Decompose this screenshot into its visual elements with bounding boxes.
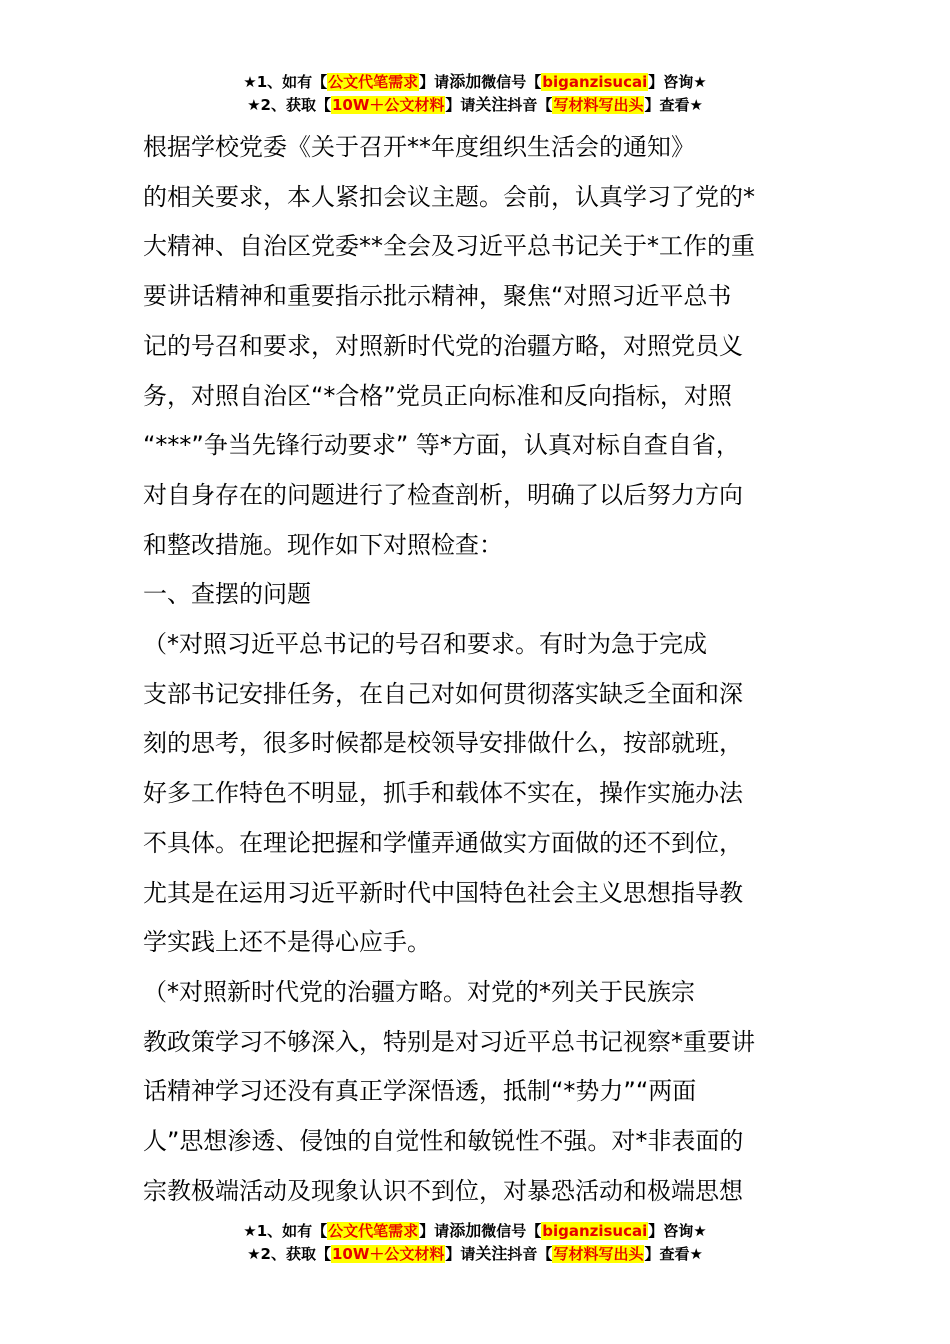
- banner-line-1: [0, 70, 950, 93]
- body-line: 支部书记安排任务，在自己对如何贯彻落实缺乏全面和深: [143, 679, 743, 708]
- highlight-wechat-id: biganzisucai: [542, 73, 648, 91]
- banner-text: 】请: [445, 1245, 476, 1263]
- highlight-service: 公文代笔需求: [328, 1222, 419, 1240]
- document-body: [143, 123, 807, 1216]
- body-line: 刻的思考，很多时候都是校领导安排做什么，按部就班，: [143, 729, 743, 758]
- section-heading: 一、查摆的问题: [143, 580, 311, 609]
- body-line: “***”争当先锋行动要求” 等*方面，认真对标自查自省，: [143, 431, 740, 460]
- banner-text: 】请: [445, 96, 476, 114]
- body-line: 对自身存在的问题进行了检查剖析，明确了以后努力方向: [143, 480, 743, 509]
- banner-text: 】咨询★: [648, 73, 707, 91]
- body-line: 人”思想渗透、侵蚀的自觉性和敏锐性不强。对*非表面的: [143, 1127, 744, 1156]
- banner-text: 微信号【: [481, 1222, 542, 1240]
- body-line: 的相关要求，本人紧扣会议主题。会前，认真学习了党的*: [143, 182, 755, 211]
- highlight-douyin-id: 写材料写出头: [553, 96, 644, 114]
- banner-emphasis: 关注: [475, 95, 508, 114]
- body-line: 和整改措施。现作如下对照检查：: [143, 530, 503, 559]
- body-line: 学实践上还不是得心应手。: [143, 928, 431, 957]
- banner-text: 微信号【: [481, 73, 542, 91]
- banner-text: 】咨询★: [648, 1222, 707, 1240]
- body-line: 记的号召和要求，对照新时代党的治疆方略，对照党员义: [143, 331, 743, 360]
- banner-emphasis: 关注: [475, 1244, 508, 1263]
- body-line: 大精神、自治区党委**全会及习近平总书记关于*工作的重: [143, 232, 755, 261]
- banner-emphasis: 添加: [449, 1221, 482, 1240]
- banner-line-1: [0, 1219, 950, 1242]
- highlight-douyin-id: 写材料写出头: [553, 1245, 644, 1263]
- banner-text: ★1、如有【: [243, 1222, 328, 1240]
- banner-text: 】请: [419, 1222, 450, 1240]
- body-line: 尤其是在运用习近平新时代中国特色社会主义思想指导教: [143, 878, 743, 907]
- banner-text: 抖音【: [507, 1245, 553, 1263]
- body-line: 宗教极端活动及现象认识不到位，对暴恐活动和极端思想: [143, 1176, 743, 1205]
- body-line: 好多工作特色不明显，抓手和载体不实在，操作实施办法: [143, 779, 743, 808]
- body-line: 务，对照自治区“*合格”党员正向标准和反向指标，对照: [143, 381, 732, 410]
- body-line: 不具体。在理论把握和学懂弄通做实方面做的还不到位，: [143, 828, 743, 857]
- banner-text: 抖音【: [507, 96, 553, 114]
- header-banner: [0, 70, 950, 116]
- banner-line-2: [0, 93, 950, 116]
- banner-text: ★2、获取【: [247, 1245, 331, 1263]
- banner-text: 】查看★: [644, 1245, 703, 1263]
- highlight-service: 公文代笔需求: [328, 73, 419, 91]
- body-line: 教政策学习不够深入，特别是对习近平总书记视察*重要讲: [143, 1027, 755, 1056]
- highlight-materials: 10W＋公文材料: [331, 1245, 445, 1263]
- banner-line-2: [0, 1242, 950, 1265]
- body-line: （*对照新时代党的治疆方略。对党的*列关于民族宗: [143, 977, 695, 1006]
- banner-text: 】查看★: [644, 96, 703, 114]
- banner-text: 】请: [419, 73, 450, 91]
- banner-text: ★1、如有【: [243, 73, 328, 91]
- banner-emphasis: 添加: [449, 72, 482, 91]
- body-line: 根据学校党委《关于召开**年度组织生活会的通知》: [143, 133, 695, 161]
- highlight-materials: 10W＋公文材料: [331, 96, 445, 114]
- body-line: 要讲话精神和重要指示批示精神，聚焦“对照习近平总书: [143, 282, 732, 311]
- body-line: （*对照习近平总书记的号召和要求。有时为急于完成: [143, 630, 707, 659]
- banner-text: ★2、获取【: [247, 96, 331, 114]
- highlight-wechat-id: biganzisucai: [542, 1222, 648, 1240]
- footer-banner: [0, 1219, 950, 1265]
- body-line: 话精神学习还没有真正学深悟透，抵制“*势力”“两面: [143, 1077, 697, 1106]
